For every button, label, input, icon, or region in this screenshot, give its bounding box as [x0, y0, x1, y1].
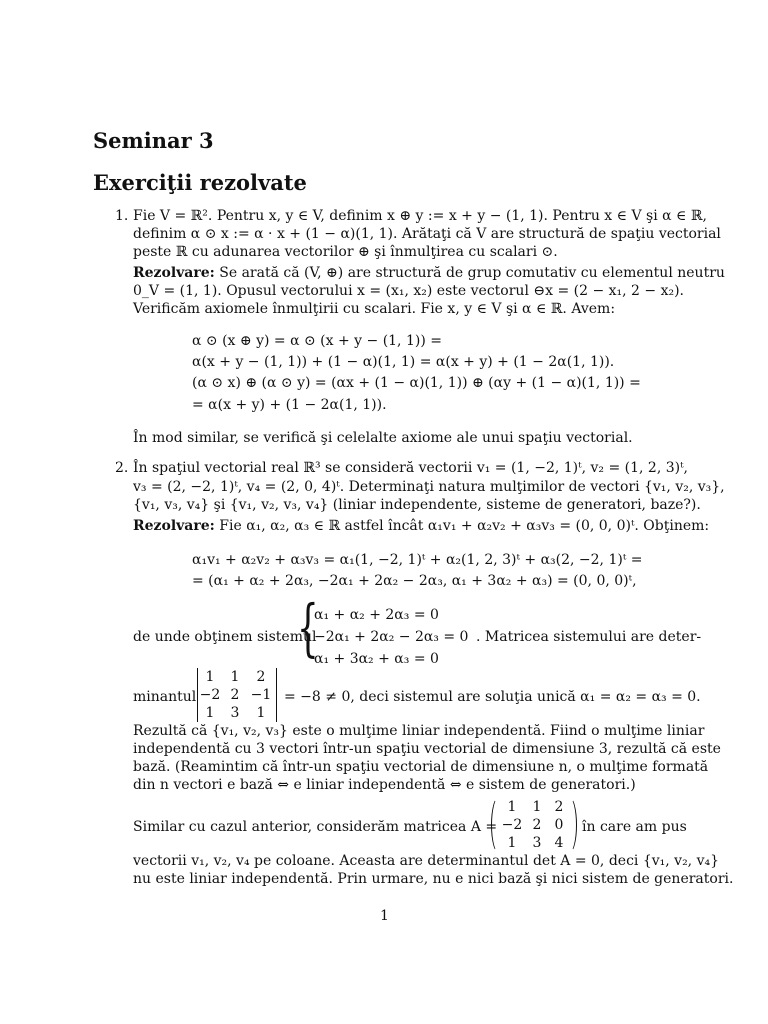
- matrix-a-cell: 0: [554, 817, 564, 833]
- conclusion-line: bază. (Reamintim că într-un spaţiu vectorial de dimensiune n, o mulţime formată: [133, 759, 709, 775]
- matrix-a-cell: 1: [507, 835, 517, 851]
- matrix-a-cell: 2: [554, 799, 564, 815]
- conclusion-line: Rezultă că {v₁, v₂, v₃} este o mulţime liniar independentă. Fiind o mulţime liniar: [133, 723, 705, 739]
- ex2-statement-line: În spaţiul vectorial real ℝ³ se consideră vectorii v₁ = (1, −2, 1)ᵗ, v₂ = (1, 2, 3)ᵗ,: [133, 460, 688, 476]
- det-cell: 1: [256, 705, 266, 721]
- matrix-a-cell: 4: [554, 835, 564, 851]
- conclusion-line: din n vectori e bază ⇔ e liniar independentă ⇔ e sistem de generatori.): [133, 777, 636, 793]
- ex1-closing: În mod similar, se verifică şi celelalte axiome ale unui spaţiu vectorial.: [133, 430, 633, 446]
- ex2-equation: α₁v₁ + α₂v₂ + α₃v₃ = α₁(1, −2, 1)ᵗ + α₂(1, 2, 3)ᵗ + α₃(2, −2, 1)ᵗ =: [192, 552, 643, 568]
- page-number: 1: [380, 908, 389, 924]
- ex2-statement-line: v₃ = (2, −2, 1)ᵗ, v₄ = (2, 0, 4)ᵗ. Determinaţi natura mulţimilor de vectori {v₁, v₂, v₃},: [133, 479, 725, 495]
- system-equation: α₁ + 3α₂ + α₃ = 0: [314, 651, 439, 667]
- ex2-solution-first-line: [133, 517, 709, 535]
- ex1-solution-line: Verificăm axiomele înmulţirii cu scalari. Fie x, y ∈ V şi α ∈ ℝ. Avem:: [133, 301, 616, 317]
- system-outro: . Matricea sistemului are deter-: [476, 629, 702, 645]
- solution-label: Rezolvare:: [133, 518, 215, 534]
- det-cell: 1: [230, 669, 240, 685]
- determinant-right-bar: [276, 668, 277, 722]
- final-line: nu este liniar independentă. Prin urmare, nu e nici bază şi nici sistem de generatori.: [133, 871, 734, 887]
- conclusion-line: independentă cu 3 vectori într-un spaţiu vectorial de dimensiune 3, rezultă că este: [133, 741, 721, 757]
- final-line: vectorii v₁, v₂, v₄ pe coloane. Aceasta are determinantul det A = 0, deci {v₁, v₂, v₄}: [133, 853, 720, 869]
- solution-label: Rezolvare:: [133, 265, 215, 281]
- ex1-equation: α ⊙ (x ⊕ y) = α ⊙ (x + y − (1, 1)) =: [192, 333, 442, 349]
- matrix-a-intro: Similar cu cazul anterior, considerăm matricea A =: [133, 819, 498, 835]
- matrix-a-outro: în care am pus: [582, 819, 687, 835]
- page-title: Seminar 3: [93, 128, 214, 153]
- matrix-a-cell: 2: [532, 817, 542, 833]
- det-cell: 2: [256, 669, 266, 685]
- matrix-a-cell: −2: [501, 817, 523, 833]
- ex1-equation: (α ⊙ x) ⊕ (α ⊙ y) = (αx + (1 − α)(1, 1)) ⊕ (αy + (1 − α)(1, 1)) =: [192, 375, 641, 391]
- matrix-a-cell: 1: [532, 799, 542, 815]
- matrix-a-cell: 1: [507, 799, 517, 815]
- ex1-solution-first-line: [133, 264, 725, 282]
- det-cell: 2: [230, 687, 240, 703]
- ex1-solution-line: 0_V = (1, 1). Opusul vectorului x = (x₁, x₂) este vectorul ⊖x = (2 − x₁, 2 − x₂).: [133, 283, 684, 299]
- ex1-solution-text: Se arată că (V, ⊕) are structură de grup comutativ cu elementul neutru: [214, 265, 725, 281]
- system-equation: −2α₁ + 2α₂ − 2α₃ = 0: [314, 629, 469, 645]
- determinant-intro: minantul: [133, 689, 197, 705]
- system-intro: de unde obţinem sistemul: [133, 629, 317, 645]
- ex2-solution-text: Fie α₁, α₂, α₃ ∈ ℝ astfel încât α₁v₁ + α₂v₂ + α₃v₃ = (0, 0, 0)ᵗ. Obţinem:: [214, 518, 710, 534]
- ex1-statement-line: peste ℝ cu adunarea vectorilor ⊕ şi înmulţirea cu scalari ⊙.: [133, 244, 558, 260]
- system-equation: α₁ + α₂ + 2α₃ = 0: [314, 607, 439, 623]
- system-brace: {: [297, 591, 319, 664]
- exercise-2-number: 2.: [115, 460, 129, 476]
- ex1-statement-line: Fie V = ℝ². Pentru x, y ∈ V, definim x ⊕ y := x + y − (1, 1). Pentru x ∈ V şi α ∈ ℝ,: [133, 208, 707, 224]
- determinant-result: = −8 ≠ 0, deci sistemul are soluţia unică α₁ = α₂ = α₃ = 0.: [284, 689, 701, 705]
- det-cell: −2: [199, 687, 221, 703]
- det-cell: −1: [250, 687, 272, 703]
- ex2-statement-line: {v₁, v₃, v₄} şi {v₁, v₂, v₃, v₄} (liniar independente, sisteme de generatori, baze?).: [133, 497, 701, 513]
- det-cell: 3: [230, 705, 240, 721]
- ex1-statement-line: definim α ⊙ x := α · x + (1 − α)(1, 1). Arătaţi că V are structură de spaţiu vectorial: [133, 226, 721, 242]
- ex1-equation: α(x + y − (1, 1)) + (1 − α)(1, 1) = α(x + y) + (1 − 2α(1, 1)).: [192, 354, 615, 370]
- section-title: Exerciţii rezolvate: [93, 170, 307, 195]
- det-cell: 1: [205, 669, 215, 685]
- ex1-equation: = α(x + y) + (1 − 2α(1, 1)).: [192, 397, 387, 413]
- det-cell: 1: [205, 705, 215, 721]
- matrix-a-cell: 3: [532, 835, 542, 851]
- exercise-1-number: 1.: [115, 208, 129, 224]
- ex2-equation: = (α₁ + α₂ + 2α₃, −2α₁ + 2α₂ − 2α₃, α₁ + 3α₂ + α₃) = (0, 0, 0)ᵗ,: [192, 573, 637, 589]
